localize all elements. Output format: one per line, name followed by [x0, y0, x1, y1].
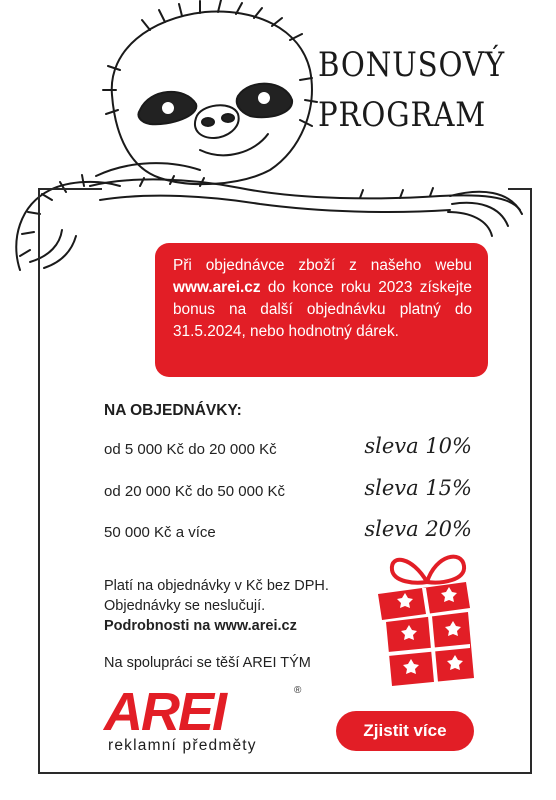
discounts-heading: NA OBJEDNÁVKY: — [104, 402, 242, 419]
tier-range: 50 000 Kč a více — [104, 524, 216, 541]
learn-more-button[interactable]: Zjistit více — [336, 711, 474, 751]
tier-discount: sleva 10% — [364, 434, 472, 458]
terms-note — [104, 576, 329, 636]
terms-line-2: Objednávky se neslučují. — [104, 598, 266, 614]
terms-line-1: Platí na objednávky v Kč bez DPH. — [104, 578, 329, 594]
offer-box — [155, 243, 488, 377]
logo-wordmark: AREI — [104, 682, 226, 742]
gift-icon — [372, 548, 482, 688]
tier-discount: sleva 15% — [364, 476, 472, 500]
offer-website-link[interactable]: www.arei.cz — [173, 279, 261, 296]
details-link[interactable] — [104, 616, 329, 636]
arei-logo — [104, 682, 314, 755]
title-line-1: BONUSOVÝ — [318, 45, 506, 85]
tier-range: od 20 000 Kč do 50 000 Kč — [104, 483, 285, 500]
team-signoff: Na spolupráci se těší AREI TÝM — [104, 655, 311, 671]
logo-subtitle: reklamní předměty — [108, 737, 257, 754]
tier-discount: sleva 20% — [364, 517, 472, 541]
registered-mark: ® — [294, 685, 302, 696]
tier-range: od 5 000 Kč do 20 000 Kč — [104, 441, 277, 458]
page-title — [318, 40, 507, 140]
offer-text-before: Při objednávce zboží z našeho webu — [173, 257, 472, 274]
details-text: Podrobnosti na www.arei.cz — [104, 618, 297, 634]
title-line-2: PROGRAM — [318, 95, 487, 135]
offer-text-after: do konce roku 2023 získejte bonus na další objednávku platný do 31.5.2024, nebo hodnotný dárek. — [173, 279, 472, 340]
board-top-edge — [38, 188, 532, 190]
